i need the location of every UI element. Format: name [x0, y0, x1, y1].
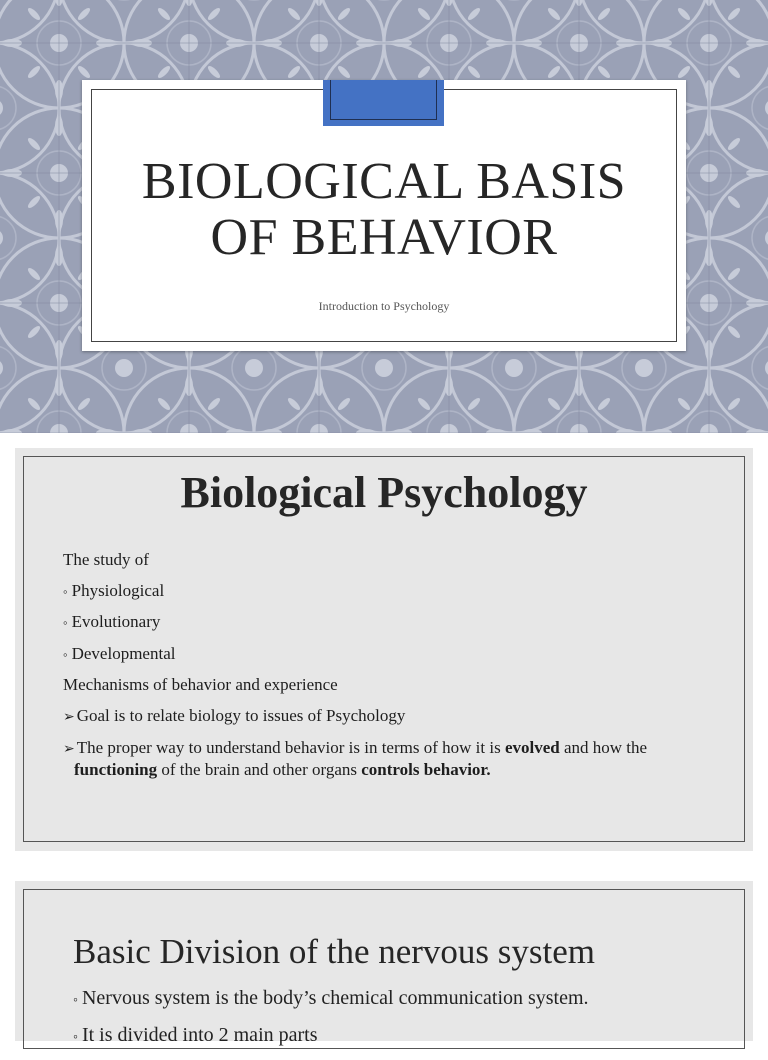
proper-way-item — [63, 738, 733, 780]
slide-title: Basic Division of the nervous system — [73, 932, 596, 971]
intro-text: The study of — [63, 550, 149, 569]
slide-list — [73, 986, 589, 1060]
circle-bullet-icon: ◦ — [63, 646, 68, 662]
slide-frame — [23, 889, 745, 1049]
circle-bullet-icon: ◦ — [63, 615, 68, 630]
circle-bullet-icon: ◦ — [73, 993, 78, 1008]
emphasis-evolved: evolved — [504, 738, 560, 757]
proper-way-continuation — [63, 760, 733, 780]
proper-way-text-2: and how the — [559, 738, 648, 757]
slide-title: Biological Psychology — [180, 468, 588, 517]
arrow-bullet-icon: ➢ — [63, 709, 75, 725]
list-item-label: It is divided into 2 main parts — [81, 1024, 318, 1046]
list-item — [73, 1023, 589, 1050]
presentation-subtitle: Introduction to Psychology — [318, 299, 450, 313]
list-item — [63, 581, 733, 602]
mechanisms-text: Mechanisms of behavior and experience — [63, 675, 338, 694]
circle-bullet-icon: ◦ — [63, 583, 68, 599]
list-item — [63, 644, 733, 665]
arrow-bullet-icon: ➢ — [63, 742, 75, 757]
list-item-label: Developmental — [71, 643, 176, 663]
list-item — [73, 986, 589, 1013]
list-item-label: Evolutionary — [71, 612, 161, 631]
slide-frame — [23, 456, 745, 842]
title-slide — [0, 0, 768, 433]
presentation-title: BIOLOGICAL BASIS OF BEHAVIOR — [141, 153, 627, 266]
list-item — [63, 612, 733, 633]
slide-biological-psychology — [15, 448, 753, 851]
circle-bullet-icon: ◦ — [73, 1030, 78, 1045]
goal-text: Goal is to relate biology to issues of Psychology — [76, 705, 406, 725]
accent-tab — [323, 80, 444, 126]
proper-way-text-1: The proper way to understand behavior is in terms of how it is — [76, 738, 505, 757]
list-item-label: Physiological — [71, 580, 165, 600]
goal-item — [63, 706, 733, 728]
emphasis-controls-behavior: controls behavior. — [361, 760, 491, 779]
slide-nervous-system — [15, 881, 753, 1046]
list-item-label: Nervous system is the body’s chemical communication system. — [81, 987, 589, 1009]
title-card — [82, 80, 686, 351]
accent-tab-inner — [330, 80, 437, 120]
emphasis-functioning: functioning — [74, 760, 158, 779]
slide-content — [63, 550, 733, 791]
proper-way-text-3: of the brain and other organs — [157, 760, 362, 779]
